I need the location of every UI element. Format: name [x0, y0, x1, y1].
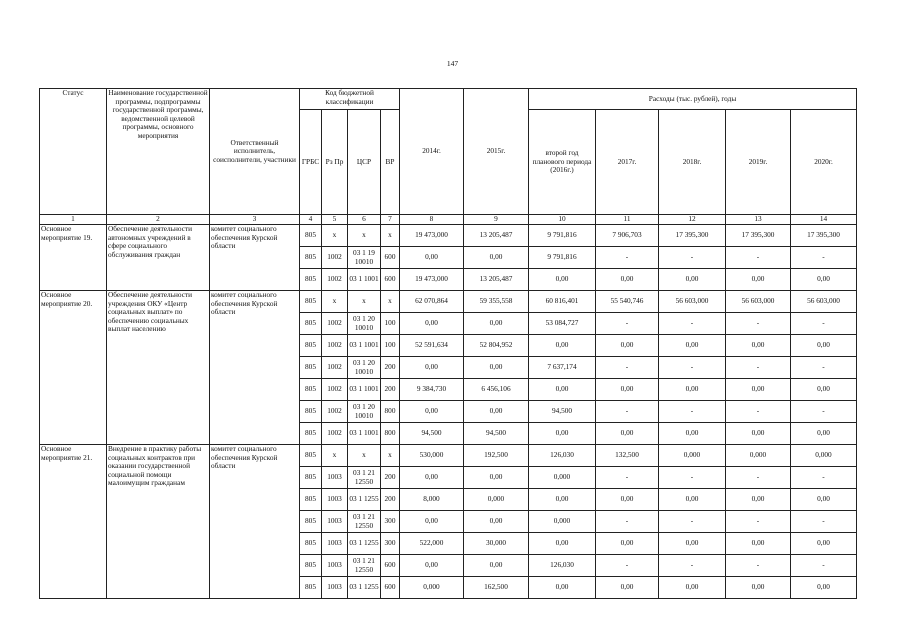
vr-cell: x — [381, 225, 400, 247]
rzpr-cell: 1002 — [322, 247, 348, 269]
column-number: 3 — [210, 215, 300, 225]
value-2014: 522,000 — [400, 533, 464, 555]
value-2019: 0,00 — [726, 335, 791, 357]
grbs-cell: 805 — [300, 511, 322, 533]
value-2018: - — [659, 247, 726, 269]
value-2020: 56 603,000 — [791, 291, 857, 313]
csr-cell: 03 1 20 10010 — [348, 401, 381, 423]
value-2014: 0,00 — [400, 313, 464, 335]
grbs-cell: 805 — [300, 423, 322, 445]
csr-cell: 03 1 20 10010 — [348, 357, 381, 379]
header-status: Статус — [40, 89, 107, 215]
value-2016: 0,000 — [529, 511, 596, 533]
value-2019: 0,000 — [726, 445, 791, 467]
rzpr-cell: 1003 — [322, 555, 348, 577]
value-2020: - — [791, 313, 857, 335]
column-number: 14 — [791, 215, 857, 225]
vr-cell: x — [381, 445, 400, 467]
value-2018: - — [659, 467, 726, 489]
vr-cell: 600 — [381, 247, 400, 269]
value-2015: 13 205,487 — [464, 269, 529, 291]
value-2015: 0,00 — [464, 247, 529, 269]
value-2018: - — [659, 313, 726, 335]
value-2015: 0,00 — [464, 357, 529, 379]
value-2018: 0,00 — [659, 379, 726, 401]
rzpr-cell: 1003 — [322, 467, 348, 489]
value-2020: 0,00 — [791, 335, 857, 357]
budget-table — [39, 88, 857, 599]
value-2018: - — [659, 511, 726, 533]
value-2014: 0,00 — [400, 401, 464, 423]
rzpr-cell: 1002 — [322, 313, 348, 335]
value-2015: 0,00 — [464, 313, 529, 335]
value-2019: 0,00 — [726, 379, 791, 401]
rzpr-cell: 1002 — [322, 357, 348, 379]
vr-cell: 300 — [381, 511, 400, 533]
value-2017: - — [596, 555, 659, 577]
value-2019: - — [726, 357, 791, 379]
grbs-cell: 805 — [300, 467, 322, 489]
responsible-cell: комитет социального обеспечения Курской области — [210, 445, 300, 599]
value-2015: 6 456,106 — [464, 379, 529, 401]
value-2020: - — [791, 511, 857, 533]
value-2017: 0,00 — [596, 269, 659, 291]
value-2016: 7 637,174 — [529, 357, 596, 379]
status-cell: Основное мероприятие 20. — [40, 291, 107, 445]
vr-cell: 600 — [381, 555, 400, 577]
value-2017: - — [596, 401, 659, 423]
value-2016: 126,030 — [529, 555, 596, 577]
value-2017: 0,00 — [596, 533, 659, 555]
value-2020: 0,00 — [791, 423, 857, 445]
value-2015: 0,00 — [464, 401, 529, 423]
column-number: 11 — [596, 215, 659, 225]
value-2020: - — [791, 357, 857, 379]
value-2019: - — [726, 467, 791, 489]
vr-cell: 800 — [381, 401, 400, 423]
value-2019: - — [726, 555, 791, 577]
header-responsible: Ответственный исполнитель, соисполнители, участники — [210, 89, 300, 215]
column-number: 12 — [659, 215, 726, 225]
value-2020: 0,00 — [791, 533, 857, 555]
value-2016: 9 791,816 — [529, 247, 596, 269]
name-cell: Обеспечение деятельности автономных учреждений в сфере социального обслуживания граждан — [107, 225, 210, 291]
header-2017: 2017г. — [596, 110, 659, 215]
csr-cell: 03 1 21 12550 — [348, 467, 381, 489]
value-2018: 17 395,300 — [659, 225, 726, 247]
table-row — [40, 225, 857, 247]
value-2015: 94,500 — [464, 423, 529, 445]
csr-cell: x — [348, 225, 381, 247]
vr-cell: 100 — [381, 313, 400, 335]
value-2018: 0,00 — [659, 423, 726, 445]
column-number: 5 — [322, 215, 348, 225]
rzpr-cell: x — [322, 445, 348, 467]
header-rzpr: Рз Пр — [322, 110, 348, 215]
column-number: 7 — [381, 215, 400, 225]
value-2014: 0,00 — [400, 555, 464, 577]
value-2020: - — [791, 247, 857, 269]
value-2018: 0,000 — [659, 445, 726, 467]
header-csr: ЦСР — [348, 110, 381, 215]
value-2020: 0,00 — [791, 379, 857, 401]
grbs-cell: 805 — [300, 247, 322, 269]
column-number: 10 — [529, 215, 596, 225]
header-2016: второй год планового периода (2016г.) — [529, 110, 596, 215]
value-2016: 0,00 — [529, 269, 596, 291]
value-2020: 0,00 — [791, 489, 857, 511]
vr-cell: 800 — [381, 423, 400, 445]
value-2017: 0,00 — [596, 423, 659, 445]
value-2014: 530,000 — [400, 445, 464, 467]
value-2018: - — [659, 401, 726, 423]
value-2019: 0,00 — [726, 533, 791, 555]
rzpr-cell: x — [322, 291, 348, 313]
vr-cell: 200 — [381, 357, 400, 379]
value-2018: - — [659, 357, 726, 379]
header-2019: 2019г. — [726, 110, 791, 215]
value-2018: 0,00 — [659, 269, 726, 291]
value-2015: 162,500 — [464, 577, 529, 599]
csr-cell: x — [348, 291, 381, 313]
rzpr-cell: 1003 — [322, 511, 348, 533]
grbs-cell: 805 — [300, 225, 322, 247]
vr-cell: 200 — [381, 379, 400, 401]
value-2015: 13 205,487 — [464, 225, 529, 247]
grbs-cell: 805 — [300, 555, 322, 577]
column-number: 6 — [348, 215, 381, 225]
value-2014: 52 591,634 — [400, 335, 464, 357]
csr-cell: 03 1 1255 — [348, 489, 381, 511]
table-row — [40, 445, 857, 467]
csr-cell: x — [348, 445, 381, 467]
value-2014: 0,00 — [400, 511, 464, 533]
responsible-cell: комитет социального обеспечения Курской области — [210, 225, 300, 291]
header-expenses: Расходы (тыс. рублей), годы — [529, 89, 857, 110]
value-2016: 0,00 — [529, 423, 596, 445]
value-2019: - — [726, 511, 791, 533]
responsible-cell: комитет социального обеспечения Курской области — [210, 291, 300, 445]
table-body — [40, 225, 857, 599]
value-2019: - — [726, 313, 791, 335]
value-2020: - — [791, 555, 857, 577]
header-2015: 2015г. — [464, 89, 529, 215]
grbs-cell: 805 — [300, 291, 322, 313]
value-2017: 0,00 — [596, 577, 659, 599]
value-2017: - — [596, 511, 659, 533]
value-2014: 62 070,864 — [400, 291, 464, 313]
vr-cell: 600 — [381, 269, 400, 291]
rzpr-cell: 1002 — [322, 379, 348, 401]
grbs-cell: 805 — [300, 357, 322, 379]
value-2020: 17 395,300 — [791, 225, 857, 247]
value-2014: 8,000 — [400, 489, 464, 511]
value-2020: - — [791, 401, 857, 423]
value-2017: 0,00 — [596, 379, 659, 401]
grbs-cell: 805 — [300, 313, 322, 335]
rzpr-cell: 1002 — [322, 335, 348, 357]
value-2018: 56 603,000 — [659, 291, 726, 313]
value-2016: 0,00 — [529, 533, 596, 555]
value-2016: 0,00 — [529, 335, 596, 357]
value-2015: 30,000 — [464, 533, 529, 555]
value-2015: 0,00 — [464, 467, 529, 489]
vr-cell: 100 — [381, 335, 400, 357]
value-2019: 0,00 — [726, 577, 791, 599]
csr-cell: 03 1 1255 — [348, 533, 381, 555]
csr-cell: 03 1 20 10010 — [348, 313, 381, 335]
value-2019: - — [726, 247, 791, 269]
header-vr: ВР — [381, 110, 400, 215]
grbs-cell: 805 — [300, 445, 322, 467]
value-2016: 0,00 — [529, 379, 596, 401]
name-cell: Обеспечение деятельности учреждения ОКУ «Центр социальных выплат» по обеспечению социальных выплат населению — [107, 291, 210, 445]
value-2016: 60 816,401 — [529, 291, 596, 313]
column-number: 9 — [464, 215, 529, 225]
value-2014: 0,000 — [400, 577, 464, 599]
vr-cell: x — [381, 291, 400, 313]
value-2016: 0,00 — [529, 489, 596, 511]
value-2016: 94,500 — [529, 401, 596, 423]
value-2017: - — [596, 247, 659, 269]
grbs-cell: 805 — [300, 335, 322, 357]
value-2018: 0,00 — [659, 489, 726, 511]
rzpr-cell: 1003 — [322, 489, 348, 511]
value-2016: 0,000 — [529, 467, 596, 489]
value-2019: - — [726, 401, 791, 423]
value-2017: - — [596, 467, 659, 489]
rzpr-cell: 1002 — [322, 401, 348, 423]
value-2017: 55 540,746 — [596, 291, 659, 313]
value-2015: 52 804,952 — [464, 335, 529, 357]
header-name: Наименование государственной программы, подпрограммы государственной программы, ведомственной целевой программы, основного мероприятия — [107, 89, 210, 215]
csr-cell: 03 1 1001 — [348, 335, 381, 357]
header-2014: 2014г. — [400, 89, 464, 215]
grbs-cell: 805 — [300, 577, 322, 599]
value-2020: 0,00 — [791, 269, 857, 291]
value-2016: 53 084,727 — [529, 313, 596, 335]
value-2014: 19 473,000 — [400, 225, 464, 247]
rzpr-cell: 1002 — [322, 269, 348, 291]
value-2014: 19 473,000 — [400, 269, 464, 291]
table-row — [40, 291, 857, 313]
header-2018: 2018г. — [659, 110, 726, 215]
value-2020: 0,00 — [791, 577, 857, 599]
csr-cell: 03 1 1001 — [348, 269, 381, 291]
vr-cell: 200 — [381, 467, 400, 489]
csr-cell: 03 1 1001 — [348, 379, 381, 401]
name-cell: Внедрение в практику работы социальных контрактов при оказании государственной социальной помощи малоимущим гражданам — [107, 445, 210, 599]
value-2017: 0,00 — [596, 335, 659, 357]
grbs-cell: 805 — [300, 533, 322, 555]
value-2017: 7 906,703 — [596, 225, 659, 247]
csr-cell: 03 1 21 12550 — [348, 511, 381, 533]
column-number: 13 — [726, 215, 791, 225]
value-2016: 126,030 — [529, 445, 596, 467]
grbs-cell: 805 — [300, 269, 322, 291]
csr-cell: 03 1 1255 — [348, 577, 381, 599]
status-cell: Основное мероприятие 19. — [40, 225, 107, 291]
column-number: 1 — [40, 215, 107, 225]
value-2017: 0,00 — [596, 489, 659, 511]
value-2019: 56 603,000 — [726, 291, 791, 313]
grbs-cell: 805 — [300, 489, 322, 511]
value-2015: 59 355,558 — [464, 291, 529, 313]
header-2020: 2020г. — [791, 110, 857, 215]
grbs-cell: 805 — [300, 379, 322, 401]
page-number: 147 — [446, 59, 459, 68]
grbs-cell: 805 — [300, 401, 322, 423]
value-2020: - — [791, 467, 857, 489]
vr-cell: 600 — [381, 577, 400, 599]
value-2018: - — [659, 555, 726, 577]
value-2018: 0,00 — [659, 335, 726, 357]
value-2018: 0,00 — [659, 577, 726, 599]
vr-cell: 200 — [381, 489, 400, 511]
rzpr-cell: 1002 — [322, 423, 348, 445]
column-number: 8 — [400, 215, 464, 225]
value-2016: 9 791,816 — [529, 225, 596, 247]
value-2015: 0,00 — [464, 555, 529, 577]
value-2017: 132,500 — [596, 445, 659, 467]
column-number: 2 — [107, 215, 210, 225]
status-cell: Основное мероприятие 21. — [40, 445, 107, 599]
vr-cell: 300 — [381, 533, 400, 555]
value-2019: 0,00 — [726, 489, 791, 511]
value-2014: 94,500 — [400, 423, 464, 445]
rzpr-cell: 1003 — [322, 533, 348, 555]
value-2017: - — [596, 313, 659, 335]
csr-cell: 03 1 1001 — [348, 423, 381, 445]
value-2014: 9 384,730 — [400, 379, 464, 401]
header-grbs: ГРБС — [300, 110, 322, 215]
value-2019: 17 395,300 — [726, 225, 791, 247]
value-2016: 0,00 — [529, 577, 596, 599]
csr-cell: 03 1 21 12550 — [348, 555, 381, 577]
value-2015: 192,500 — [464, 445, 529, 467]
column-number: 4 — [300, 215, 322, 225]
rzpr-cell: 1003 — [322, 577, 348, 599]
column-numbers-row — [40, 215, 857, 225]
value-2014: 0,00 — [400, 357, 464, 379]
value-2017: - — [596, 357, 659, 379]
value-2020: 0,000 — [791, 445, 857, 467]
value-2014: 0,00 — [400, 247, 464, 269]
value-2015: 0,000 — [464, 489, 529, 511]
value-2018: 0,00 — [659, 533, 726, 555]
csr-cell: 03 1 19 10010 — [348, 247, 381, 269]
value-2015: 0,00 — [464, 511, 529, 533]
header-budget-code: Код бюджетной классификации — [300, 89, 400, 110]
value-2019: 0,00 — [726, 423, 791, 445]
rzpr-cell: x — [322, 225, 348, 247]
value-2019: 0,00 — [726, 269, 791, 291]
value-2014: 0,00 — [400, 467, 464, 489]
